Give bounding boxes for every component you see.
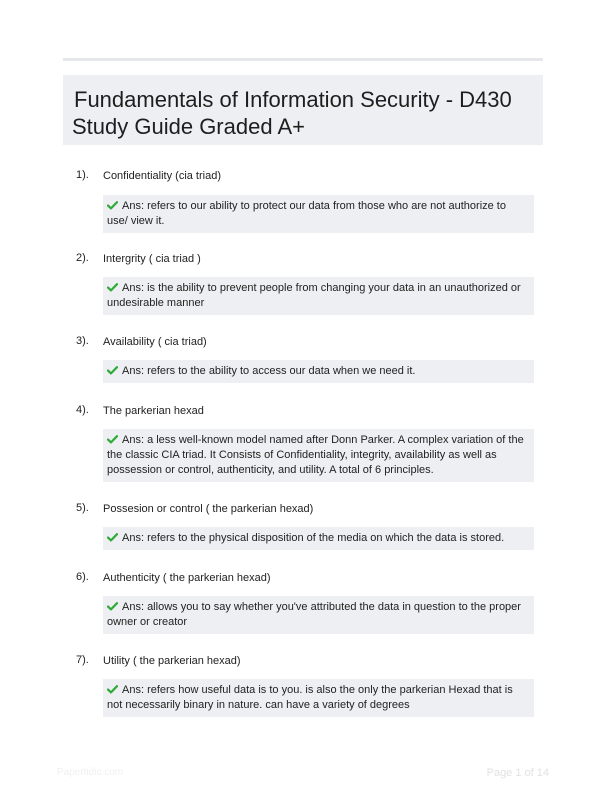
answer-box [103, 195, 534, 233]
question-text: Intergrity ( cia triad ) [103, 253, 201, 265]
answer-box [103, 679, 534, 717]
answer-text: Ans: refers to the physical disposition of the media on which the data is stored. [122, 532, 505, 544]
question-text: Availability ( cia triad) [103, 336, 207, 348]
question-number: 3). [76, 335, 89, 347]
answer-text: Ans: allows you to say whether you've attributed the data in question to the proper owner or creator [107, 601, 521, 628]
question-number: 6). [76, 571, 89, 583]
page-title-line-1: Fundamentals of Information Security - D430 [74, 87, 512, 112]
question-number: 4). [76, 404, 89, 416]
question-number: 7). [76, 654, 89, 666]
answer-text: Ans: refers to the ability to access our data when we need it. [122, 365, 416, 377]
question-number: 1). [76, 169, 89, 181]
check-icon [107, 685, 118, 694]
answer-box [103, 429, 534, 482]
question-text: Utility ( the parkerian hexad) [103, 655, 241, 667]
answer-box [103, 360, 534, 383]
answer-box [103, 527, 534, 550]
answer-text: Ans: a less well-known model named after Donn Parker. A complex variation of the the classic CIA triad. It Consists of Confidentiality, integrity, availability as well as possession or control, authenticity, and utility. A total of 6 principles. [107, 434, 524, 476]
answer-box [103, 596, 534, 634]
check-icon [107, 533, 118, 542]
check-icon [107, 201, 118, 210]
question-text: Possesion or control ( the parkerian hexad) [103, 503, 314, 515]
check-icon [107, 283, 118, 292]
check-icon [107, 366, 118, 375]
answer-text: Ans: refers to our ability to protect our data from those who are not authorize to use/ view it. [107, 200, 506, 227]
answer-text: Ans: is the ability to prevent people from changing your data in an unauthorized or undesirable manner [107, 282, 521, 309]
question-number: 2). [76, 252, 89, 264]
question-number: 5). [76, 502, 89, 514]
page-title-line-2: Study Guide Graded A+ [72, 114, 305, 139]
question-text: Confidentiality (cia triad) [103, 170, 221, 182]
check-icon [107, 602, 118, 611]
page-indicator: Page 1 of 14 [486, 767, 549, 779]
check-icon [107, 435, 118, 444]
answer-box [103, 277, 534, 315]
footer-watermark: Papertidic.com [57, 767, 124, 778]
question-text: The parkerian hexad [103, 405, 204, 417]
question-text: Authenticity ( the parkerian hexad) [103, 572, 271, 584]
answer-text: Ans: refers how useful data is to you. is also the only the parkerian Hexad that is not necessarily binary in nature. can have a variety of degrees [107, 684, 513, 711]
